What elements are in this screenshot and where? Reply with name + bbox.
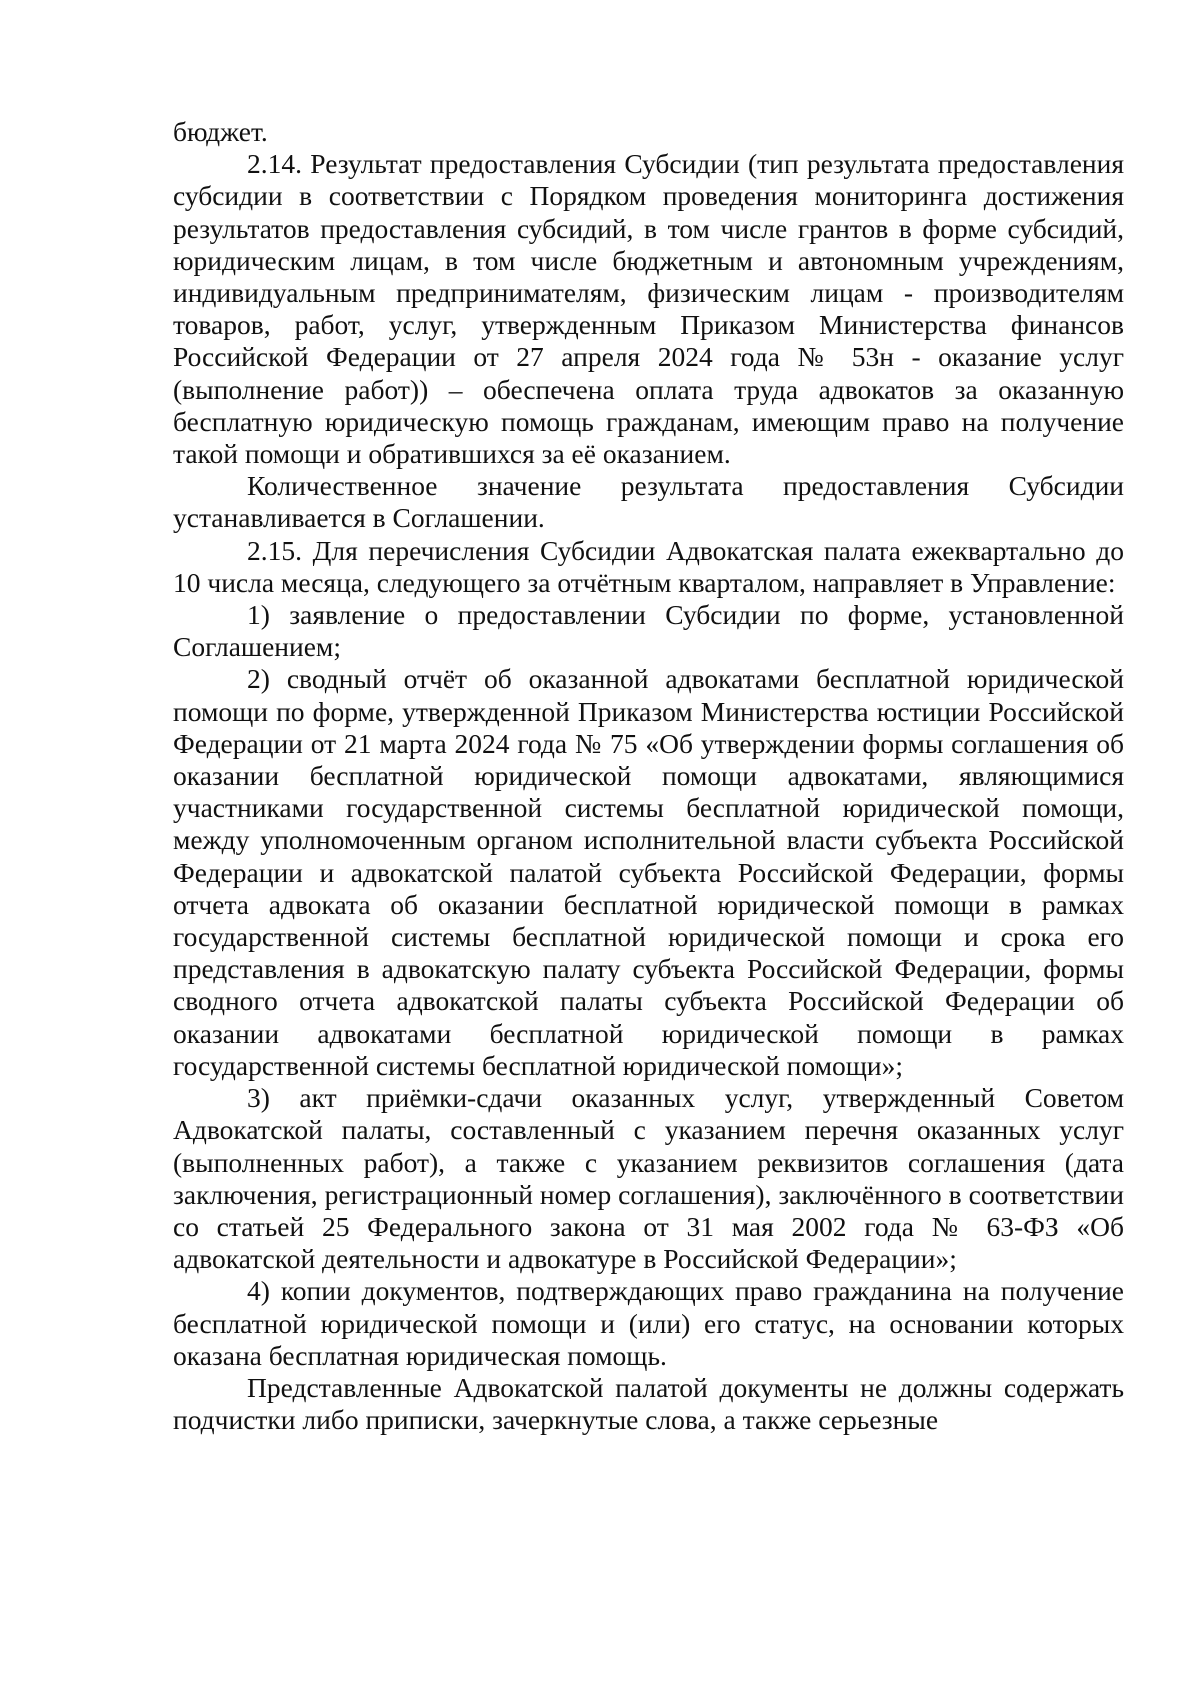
list-item-1: 1) заявление о предоставлении Субсидии по форме, установленной Соглашением; xyxy=(173,599,1124,663)
paragraph-budget-continuation: бюджет. xyxy=(173,116,268,147)
document-page xyxy=(173,116,1124,1436)
list-item-2: 2) сводный отчёт об оказанной адвокатами бесплатной юридической помощи по форме, утвержденной Приказом Министерства юстиции Российской Федерации от 21 марта 2024 года № 75 «Об утверждении формы соглашения об оказании бесплатной юридической помощи адвокатами, являющимися участниками государственной системы бесплатной юридической помощи, между уполномоченным органом исполнительной власти субъекта Российской Федерации и адвокатской палатой субъекта Российской Федерации, формы отчета адвоката об оказании бесплатной юридической помощи в рамках государственной системы бесплатной юридической помощи и срока его представления в адвокатскую палату субъекта Российской Федерации, формы сводного отчета адвокатской палаты субъекта Российской Федерации об оказании адвокатами бесплатной юридической помощи в рамках государственной системы бесплатной юридической помощи»; xyxy=(173,663,1124,1081)
paragraph-documents-requirements: Представленные Адвокатской палатой документы не должны содержать подчистки либо приписки, зачеркнутые слова, а также серьезные xyxy=(173,1371,1124,1436)
paragraph-quantitative-value: Количественное значение результата предоставления Субсидии устанавливается в Соглашении. xyxy=(173,470,1124,534)
list-item-4: 4) копии документов, подтверждающих право гражданина на получение бесплатной юридической помощи и (или) его статус, на основании которых оказана бесплатная юридическая помощь. xyxy=(173,1275,1124,1371)
paragraph-2-15: 2.15. Для перечисления Субсидии Адвокатская палата ежеквартально до 10 числа месяца, следующего за отчётным кварталом, направляет в Управление: xyxy=(173,534,1124,598)
paragraph-2-14: 2.14. Результат предоставления Субсидии (тип результата предоставления субсидии в соответствии с Порядком проведения мониторинга достижения результатов предоставления субсидий, в том числе грантов в форме субсидий, юридическим лицам, в том числе бюджетным и автономным учреждениям, индивидуальным предпринимателям, физическим лицам - производителям товаров, работ, услуг, утвержденным Приказом Министерства финансов Российской Федерации от 27 апреля 2024 года № 53н - оказание услуг (выполнение работ)) – обеспечена оплата труда адвокатов за оказанную бесплатную юридическую помощь гражданам, имеющим право на получение такой помощи и обратившихся за её оказанием. xyxy=(173,148,1124,470)
list-item-3: 3) акт приёмки-сдачи оказанных услуг, утвержденный Советом Адвокатской палаты, составленный с указанием перечня оказанных услуг (выполненных работ), а также с указанием реквизитов соглашения (дата заключения, регистрационный номер соглашения), заключённого в соответствии со статьей 25 Федерального закона от 31 мая 2002 года № 63-ФЗ «Об адвокатской деятельности и адвокатуре в Российской Федерации»; xyxy=(173,1082,1124,1275)
